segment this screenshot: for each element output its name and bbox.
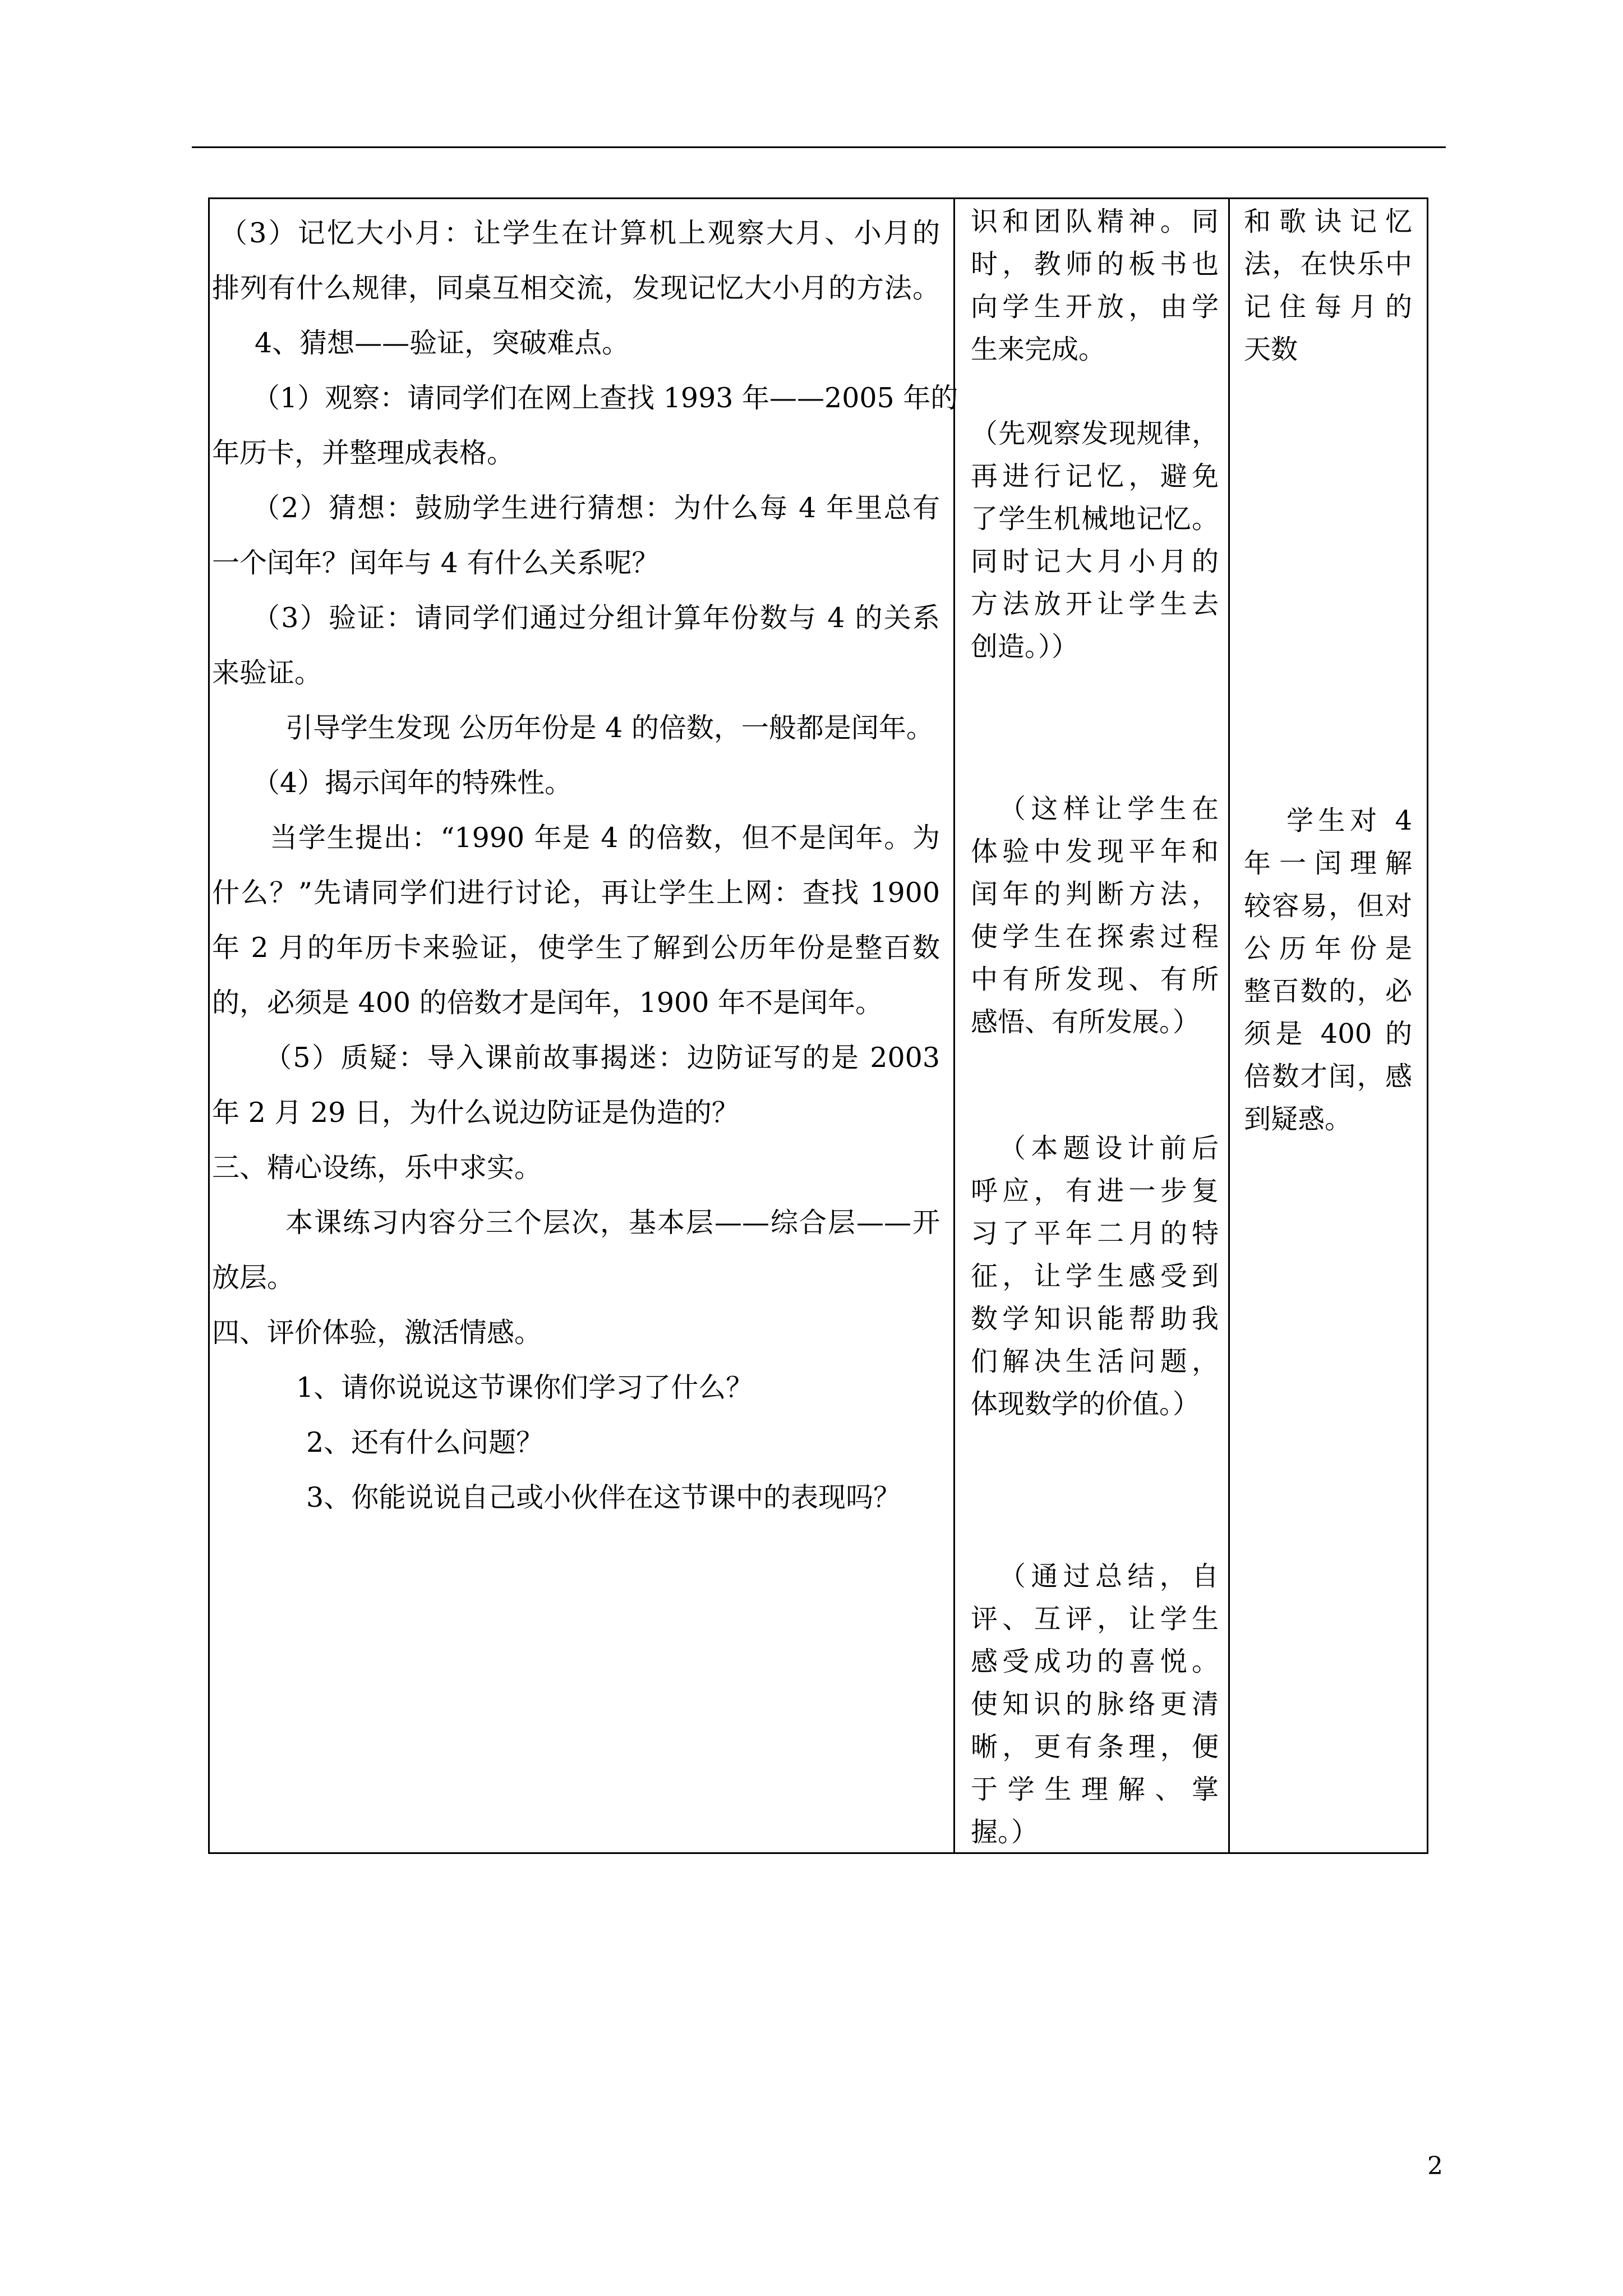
text-line: 们解决生活问题，: [971, 1346, 1219, 1377]
text-line: （4）揭示闰年的特殊性。: [252, 767, 573, 799]
text-line: 同时记大月小月的: [971, 546, 1219, 577]
remark-block: [1244, 799, 1412, 1140]
text-line: 方法放开让学生去: [971, 588, 1219, 620]
text-line: 时，教师的板书也: [971, 249, 1219, 280]
text-line: 数学知识能帮助我: [971, 1303, 1219, 1335]
note-block: [971, 1555, 1219, 1853]
text-line: 什么？”先请同学们进行讨论，再让学生上网：查找 1900: [212, 877, 940, 909]
text-line: 习了平年二月的特: [971, 1218, 1219, 1249]
text-line: 体验中发现平年和: [971, 836, 1219, 867]
text-line: （先观察发现规律，: [971, 418, 1219, 449]
text-line: 较容易，但对: [1244, 890, 1412, 922]
section-heading: 三、精心设练，乐中求实。: [212, 1152, 542, 1184]
text-line: 公历年份是: [1244, 933, 1412, 964]
list-item: 3、你能说说自己或小伙伴在这节课中的表现吗？: [306, 1481, 901, 1513]
text-line: 须是 400 的: [1244, 1018, 1412, 1050]
text-line: 和歌诀记忆: [1244, 206, 1412, 237]
note-block: [971, 412, 1219, 668]
text-line: 的，必须是 400 的倍数才是闰年，1900 年不是闰年。: [212, 987, 883, 1019]
text-line: （3）验证：请同学们通过分组计算年份数与 4 的关系: [252, 602, 940, 634]
text-line: 来验证。: [212, 657, 322, 689]
text-line: 年一闰理解: [1244, 848, 1412, 879]
note-block: [971, 788, 1219, 1043]
text-line: （1）观察：请同学们在网上查找 1993 年——2005 年的: [252, 382, 958, 414]
text-line: 年历卡，并整理成表格。: [212, 437, 515, 469]
text-line: 引导学生发现 公历年份是 4 的倍数，一般都是闰年。: [285, 712, 934, 744]
text-line: 学生对 4: [1287, 805, 1412, 836]
page-number: 2: [1427, 2152, 1443, 2180]
text-line: 排列有什么规律，同桌互相交流，发现记忆大小月的方法。: [212, 272, 940, 304]
text-line: （5）质疑：导入课前故事揭迷：边防证写的是 2003: [264, 1042, 940, 1074]
text-line: （2）猜想：鼓励学生进行猜想：为什么每 4 年里总有: [252, 492, 940, 524]
text-line: 体现数学的价值。）: [971, 1388, 1200, 1420]
text-line: （3）记忆大小月：让学生在计算机上观察大月、小月的: [220, 217, 940, 249]
list-item: 1、请你说说这节课你们学习了什么？: [296, 1372, 754, 1404]
text-line: 当学生提出：“1990 年是 4 的倍数，但不是闰年。为: [270, 822, 940, 854]
text-line: 向学生开放，由学: [971, 291, 1219, 323]
list-item: 2、还有什么问题？: [306, 1427, 544, 1458]
text-line: （这样让学生在: [999, 793, 1219, 825]
text-line: 使学生在探索过程: [971, 921, 1219, 953]
text-line: 倍数才闰，感: [1244, 1061, 1412, 1092]
column-divider: [1228, 197, 1230, 1854]
text-line: 生来完成。: [971, 334, 1106, 365]
text-line: 放层。: [212, 1262, 295, 1294]
text-line: 年 2 月的年历卡来验证，使学生了解到公历年份是整百数: [212, 932, 940, 964]
text-line: 握。）: [971, 1816, 1039, 1848]
text-line: （通过总结，自: [999, 1561, 1219, 1592]
text-line: 闰年的判断方法，: [971, 878, 1219, 910]
text-line: 到疑惑。: [1244, 1103, 1352, 1135]
text-line: 晰，更有条理，便: [971, 1731, 1219, 1763]
text-line: 使知识的脉络更清: [971, 1688, 1219, 1720]
lesson-steps-column: [212, 206, 958, 1525]
text-line: 了学生机械地记忆。: [971, 503, 1219, 535]
text-line: 整百数的，必: [1244, 976, 1412, 1007]
text-line: 法，在快乐中: [1244, 249, 1412, 280]
text-line: 再进行记忆，避免: [971, 461, 1219, 492]
text-line: 于学生理解、掌: [971, 1774, 1219, 1805]
text-line: 记住每月的: [1244, 291, 1412, 323]
header-rule: [192, 146, 1446, 148]
text-line: 识和团队精神。同: [971, 206, 1219, 237]
text-line: 呼应，有进一步复: [971, 1175, 1219, 1207]
text-line: 天数: [1244, 334, 1298, 365]
remark-block: [1244, 200, 1412, 371]
text-line: （本题设计前后: [999, 1133, 1219, 1164]
note-block: [971, 200, 1219, 371]
section-heading: 4、猜想——验证，突破难点。: [255, 327, 630, 359]
text-line: 评、互评，让学生: [971, 1603, 1219, 1635]
text-line: 中有所发现、有所: [971, 964, 1219, 995]
text-line: 一个闰年？闰年与 4 有什么关系呢？: [212, 547, 660, 579]
text-line: 感悟、有所发展。）: [971, 1006, 1200, 1038]
section-heading: 四、评价体验，激活情感。: [212, 1317, 542, 1349]
text-line: 感受成功的喜悦。: [971, 1646, 1219, 1677]
column-divider: [953, 197, 955, 1854]
text-line: 本课练习内容分三个层次，基本层——综合层——开: [285, 1207, 940, 1239]
note-block: [971, 1127, 1219, 1425]
text-line: 年 2 月 29 日，为什么说边防证是伪造的？: [212, 1097, 739, 1129]
text-line: 征，让学生感受到: [971, 1260, 1219, 1292]
text-line: 创造。））: [971, 631, 1079, 662]
